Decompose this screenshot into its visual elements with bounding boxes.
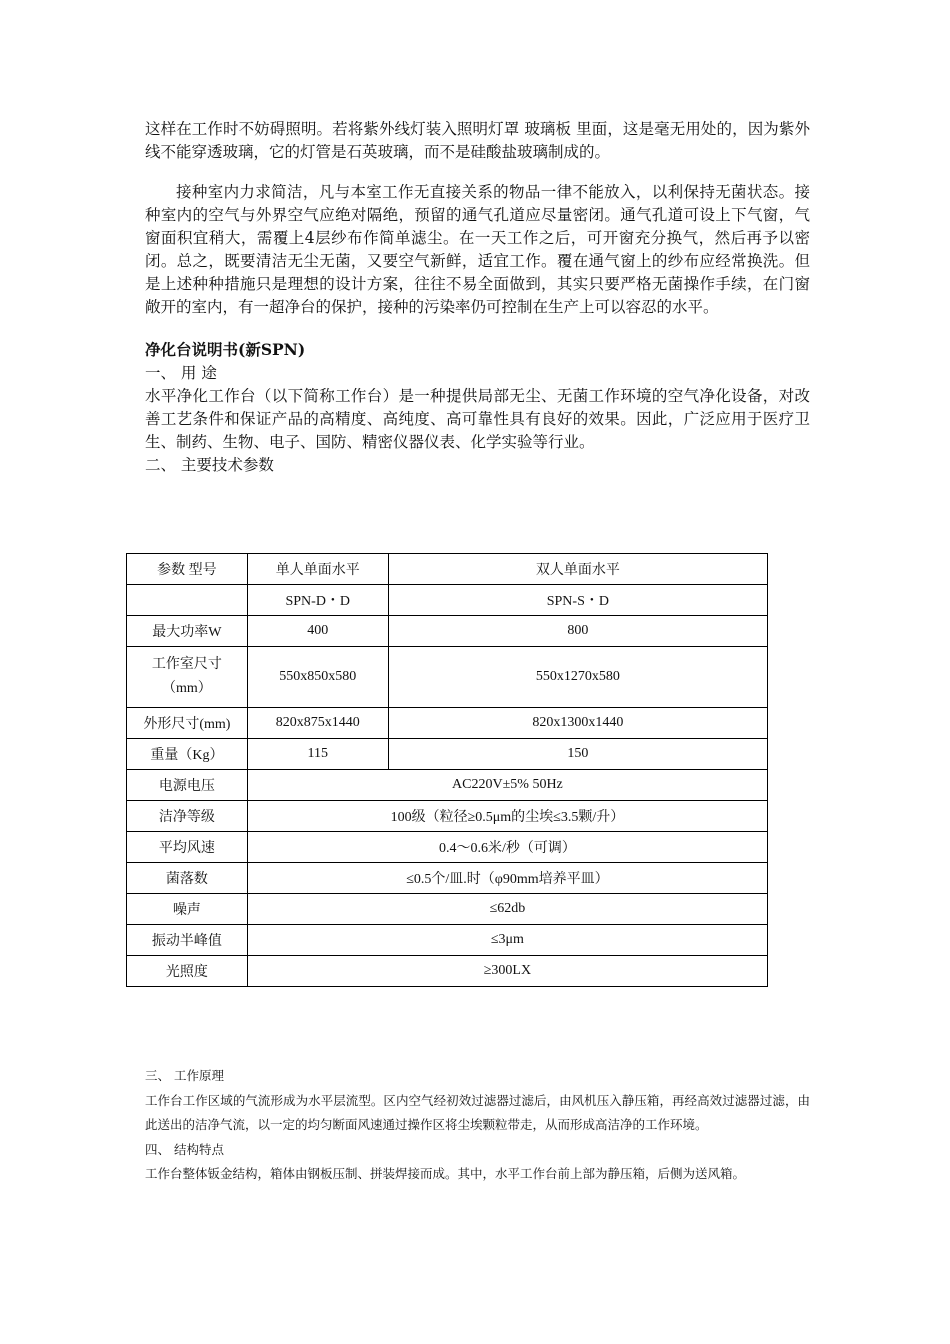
table-cell xyxy=(127,647,248,708)
table-row xyxy=(127,739,768,770)
table-cell: 150 xyxy=(388,739,767,770)
table-cell: 光照度 xyxy=(127,956,248,987)
table-cell: 820x875x1440 xyxy=(247,708,388,739)
intro-paragraph-1: 这样在工作时不妨碍照明。若将紫外线灯装入照明灯罩 玻璃板 里面，这是毫无用处的，因为紫外线不能穿透玻璃，它的灯管是石英玻璃，而不是硅酸盐玻璃制成的。 xyxy=(145,120,810,161)
chamber-label-line-1: 工作室尺寸 xyxy=(151,657,222,672)
table-cell: 洁净等级 xyxy=(127,801,248,832)
document-body xyxy=(145,118,810,477)
table-cell: 电源电压 xyxy=(127,770,248,801)
table-cell: 参数 型号 xyxy=(127,554,248,585)
table-cell: 400 xyxy=(247,616,388,647)
table-cell xyxy=(127,585,248,616)
table-cell: 菌落数 xyxy=(127,863,248,894)
table-cell: 重量（Kg） xyxy=(127,739,248,770)
table-cell: AC220V±5% 50Hz xyxy=(247,770,767,801)
table-row xyxy=(127,801,768,832)
table-cell: 振动半峰值 xyxy=(127,925,248,956)
table-cell: 噪声 xyxy=(127,894,248,925)
table-cell: 外形尺寸(mm) xyxy=(127,708,248,739)
table-row xyxy=(127,925,768,956)
chamber-label-line-2: （mm） xyxy=(162,681,212,696)
table-cell: 550x850x580 xyxy=(247,647,388,708)
section-1-title: 一、 用 途 xyxy=(145,364,217,382)
table-row xyxy=(127,770,768,801)
table-cell: SPN-D・D xyxy=(247,585,388,616)
table-cell: 双人单面水平 xyxy=(388,554,767,585)
table-cell: ≥300LX xyxy=(247,956,767,987)
section-3-text: 工作台工作区域的气流形成为水平层流型。区内空气经初效过滤器过滤后，由风机压入静压箱，再经高效过滤器过滤，由此送出的洁净气流，以一定的均匀断面风速通过操作区将尘埃颗粒带走，从而形成高洁净的工作环境。 xyxy=(145,1092,810,1132)
table-cell: 0.4～0.6米/秒（可调） xyxy=(247,832,767,863)
table-cell: 100级（粒径≥0.5μm的尘埃≤3.5颗/升） xyxy=(247,801,767,832)
lower-section xyxy=(145,1064,810,1187)
section-3-title: 三、 工作原理 xyxy=(145,1068,224,1083)
spec-table xyxy=(126,553,768,987)
table-cell: 820x1300x1440 xyxy=(388,708,767,739)
table-cell: 最大功率W xyxy=(127,616,248,647)
table-row xyxy=(127,585,768,616)
section-4-text: 工作台整体钣金结构，箱体由钢板压制、拼装焊接而成。其中，水平工作台前上部为静压箱，后侧为送风箱。 xyxy=(145,1166,746,1181)
table-cell: ≤62db xyxy=(247,894,767,925)
table-row xyxy=(127,616,768,647)
table-cell: 550x1270x580 xyxy=(388,647,767,708)
table-row xyxy=(127,708,768,739)
section-4-title: 四、 结构特点 xyxy=(145,1141,224,1157)
table-cell: 115 xyxy=(247,739,388,770)
table-row xyxy=(127,647,768,708)
table-cell: 平均风速 xyxy=(127,832,248,863)
table-cell: 800 xyxy=(388,616,767,647)
manual-title: 净化台说明书(新SPN) xyxy=(145,340,306,359)
table-row xyxy=(127,554,768,585)
section-2-title: 二、 主要技术参数 xyxy=(145,456,274,474)
intro-paragraph-2: 接种室内力求简洁，凡与本室工作无直接关系的物品一律不能放入，以利保持无菌状态。接种室内的空气与外界空气应绝对隔绝，预留的通气孔道应尽量密闭。通气孔道可设上下气窗，气窗面积宜稍大，需覆上4层纱布作简单滤尘。在一天工作之后，可开窗充分换气，然后再予以密闭。总之，既要清洁无尘无菌，又要空气新鲜，适宜工作。覆在通气窗上的纱布应经常换洗。但是上述种种措施只是理想的设计方案，往往不易全面做到，其实只要严格无菌操作手续，在门窗敞开的室内，有一超净台的保护，接种的污染率仍可控制在生产上可以容忍的水平。 xyxy=(145,183,810,316)
table-row xyxy=(127,956,768,987)
table-row xyxy=(127,832,768,863)
table-cell: ≤3μm xyxy=(247,925,767,956)
table-cell: 单人单面水平 xyxy=(247,554,388,585)
table-row xyxy=(127,863,768,894)
table-row xyxy=(127,894,768,925)
table-cell: ≤0.5个/皿.时（φ90mm培养平皿） xyxy=(247,863,767,894)
table-cell: SPN-S・D xyxy=(388,585,767,616)
section-1-text: 水平净化工作台（以下简称工作台）是一种提供局部无尘、无菌工作环境的空气净化设备，对改善工艺条件和保证产品的高精度、高纯度、高可靠性具有良好的效果。因此，广泛应用于医疗卫生、制药、生物、电子、国防、精密仪器仪表、化学实验等行业。 xyxy=(145,387,810,451)
